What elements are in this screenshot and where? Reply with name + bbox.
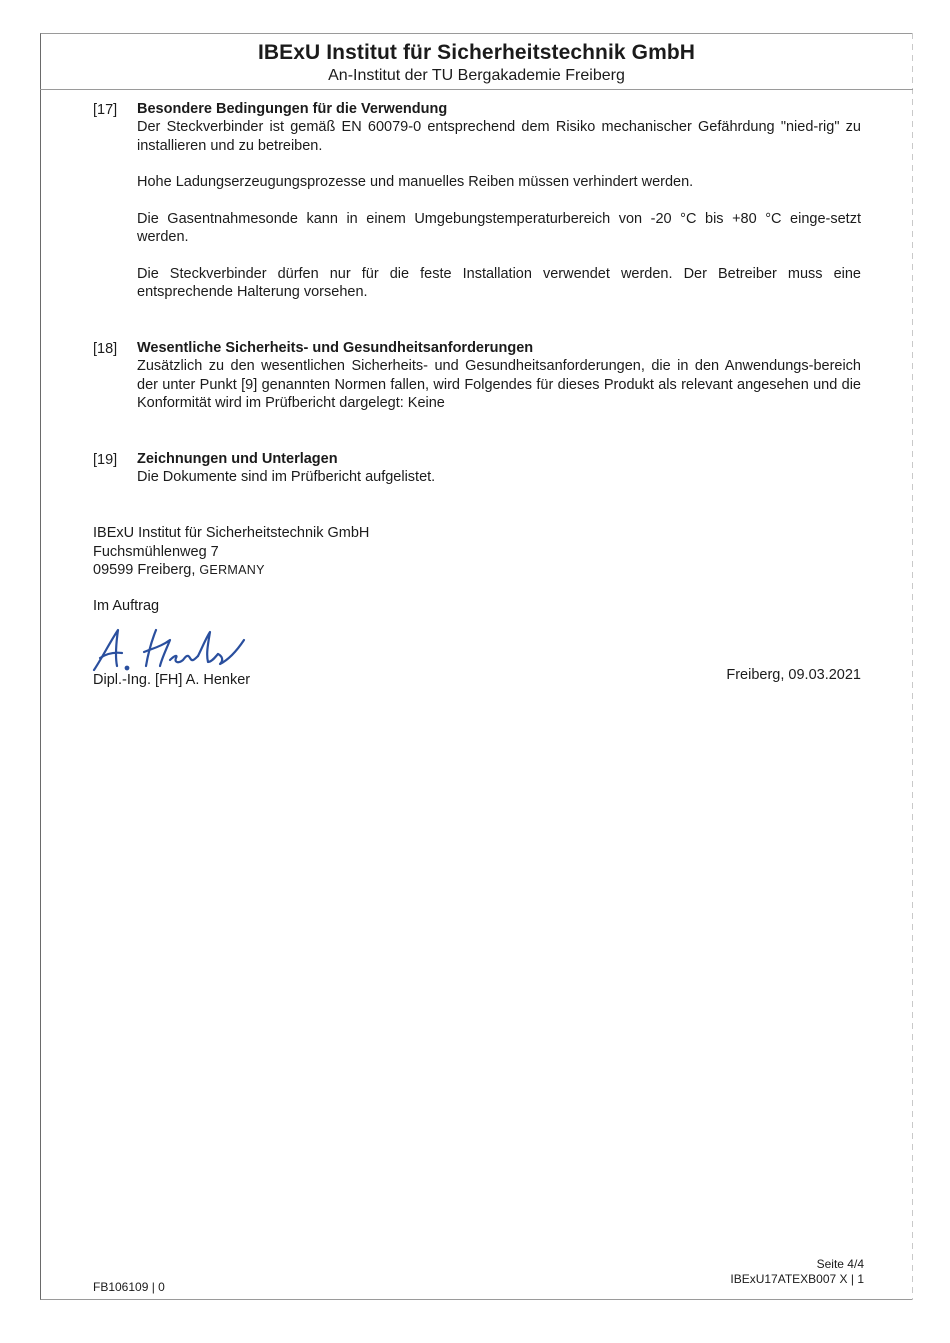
section-paragraph: Hohe Ladungserzeugungsprozesse und manuelles Reiben müssen verhindert werden. <box>137 174 694 190</box>
section-paragraph: Die Steckverbinder dürfen nur für die feste Installation verwendet werden. Der Betreiber muss eine entsprechende Halterung vorsehen. <box>137 265 861 300</box>
address-country: GERMANY <box>199 563 265 577</box>
issuer-address <box>93 524 369 580</box>
header-divider <box>40 89 913 90</box>
page-number: Seite 4/4 <box>816 1257 864 1271</box>
handwritten-signature <box>88 618 248 676</box>
section-heading: Wesentliche Sicherheits- und Gesundheitsanforderungen <box>137 340 534 356</box>
section-paragraph: Die Gasentnahmesonde kann in einem Umgebungstemperaturbereich von -20 °C bis +80 °C einge-setzt werden. <box>137 210 861 245</box>
signer-name: Dipl.-Ing. [FH] A. Henker <box>93 672 251 688</box>
address-city: 09599 Freiberg, <box>93 562 196 578</box>
page-right-edge <box>912 33 913 1300</box>
section-heading: Besondere Bedingungen für die Verwendung <box>137 101 448 117</box>
organization-subtitle: An-Institut der TU Bergakademie Freiberg <box>328 67 625 84</box>
section-number: [19] <box>93 452 118 468</box>
footer-page-info <box>730 1257 864 1287</box>
organization-name: IBExU Institut für Sicherheitstechnik GmbH <box>257 41 696 64</box>
place-and-date: Freiberg, 09.03.2021 <box>726 667 861 683</box>
address-street: Fuchsmühlenweg 7 <box>93 543 219 560</box>
section-paragraph: Zusätzlich zu den wesentlichen Sicherheits- und Gesundheitsanforderungen, die in den Anwendungs-bereich der unter Punkt [9] genannten Normen fallen, wird Folgendes für dieses Produkt als relevant angesehen und die Konformität wird im Prüfbericht dargelegt: Keine <box>137 358 861 411</box>
document-header <box>40 40 913 86</box>
section-paragraph: Die Dokumente sind im Prüfbericht aufgelistet. <box>137 469 436 485</box>
section-number: [18] <box>93 341 118 357</box>
section-paragraph: Der Steckverbinder ist gemäß EN 60079-0 entsprechend dem Risiko mechanischer Gefährdung "nied-rig" zu installieren und zu betreiben. <box>137 119 861 154</box>
on-behalf-label: Im Auftrag <box>93 598 160 614</box>
section-heading: Zeichnungen und Unterlagen <box>137 451 338 467</box>
section-number: [17] <box>93 102 118 118</box>
address-name: IBExU Institut für Sicherheitstechnik GmbH <box>93 525 370 541</box>
form-id: FB106109 | 0 <box>93 1280 165 1294</box>
certificate-id: IBExU17ATEXB007 X | 1 <box>730 1272 864 1286</box>
